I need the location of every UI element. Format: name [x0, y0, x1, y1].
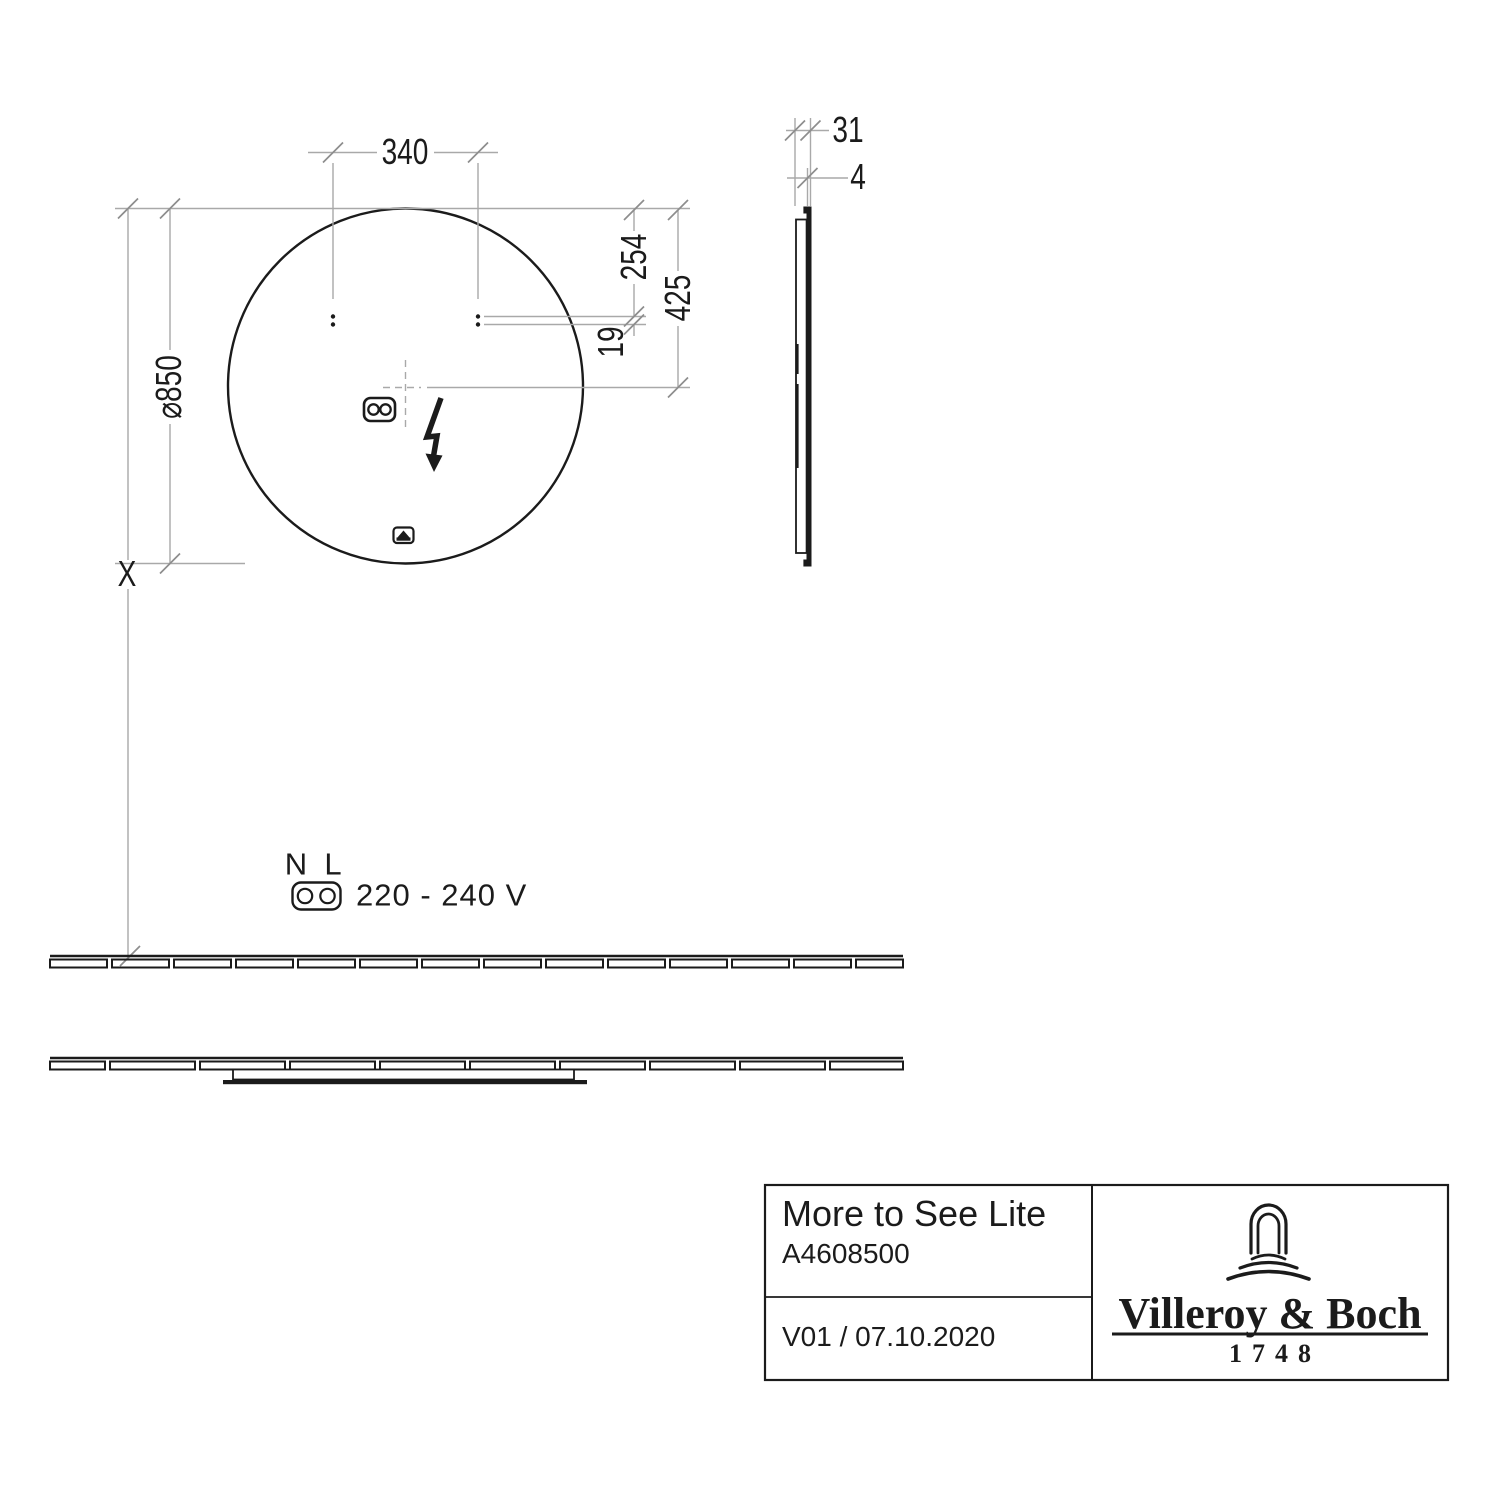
- article-number: A4608500: [782, 1238, 910, 1269]
- dim-glass-thickness-label: 4: [850, 156, 866, 197]
- terminal-socket-icon: [293, 883, 341, 910]
- dim-center-from-top-label: 425: [657, 274, 698, 322]
- voltage-label: 220 - 240 V: [356, 877, 528, 913]
- top-view-frame: [233, 1070, 574, 1080]
- mount-height-label: X: [117, 553, 137, 594]
- side-view: [785, 118, 848, 567]
- wall-section-lower: [50, 1058, 903, 1070]
- dimension-lines: [115, 153, 690, 957]
- touch-sensor-icon: [394, 528, 414, 544]
- terminal-live-label: L: [324, 846, 342, 882]
- mirror-top-view: [223, 1070, 587, 1085]
- lightning-bolt-icon: [426, 398, 443, 472]
- product-name: More to See Lite: [782, 1193, 1047, 1234]
- terminal-neutral-label: N: [284, 846, 308, 882]
- dim-depth-label: 31: [832, 109, 864, 150]
- dim-mount-gap-label: 19: [590, 326, 631, 358]
- diameter-label: ⌀850: [148, 355, 189, 419]
- wall-section-upper: [50, 956, 903, 968]
- top-view-glass: [223, 1080, 587, 1084]
- dim-mount-width-label: 340: [381, 131, 429, 172]
- dim-mount-from-top-label: 254: [613, 233, 654, 281]
- mounting-points: [331, 314, 480, 326]
- brand-name: Villeroy & Boch: [1118, 1289, 1422, 1338]
- fountain-icon: [1228, 1205, 1309, 1279]
- front-view: [115, 143, 690, 967]
- socket-icon: [364, 398, 395, 421]
- brand-year: 1748: [1229, 1339, 1321, 1368]
- version-date: V01 / 07.10.2020: [782, 1321, 996, 1352]
- dimension-ticks: [118, 143, 688, 967]
